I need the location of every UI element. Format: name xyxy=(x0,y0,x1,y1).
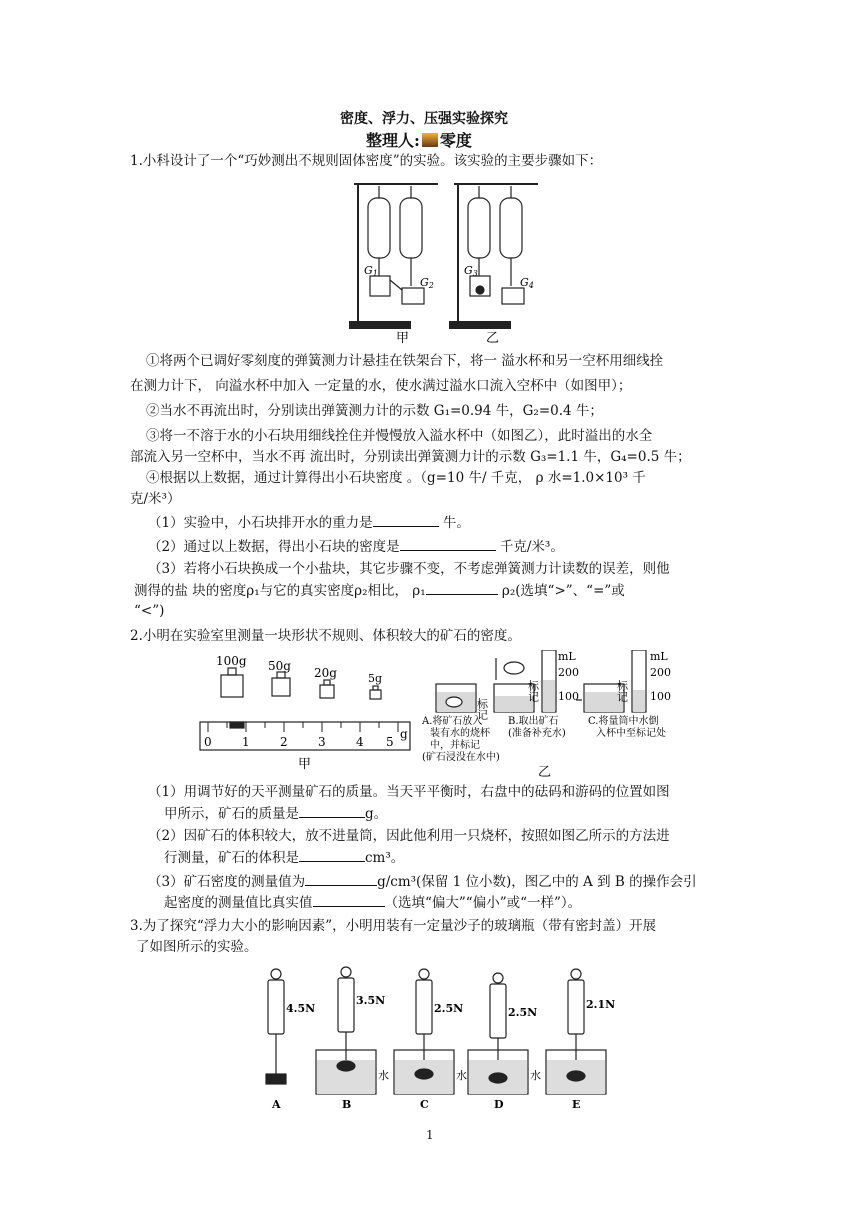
q2-sub3-b: 起密度的测量值比真实值 （选填“偏大”“偏小”或“一样”）。 xyxy=(164,892,581,913)
answer-blank[interactable] xyxy=(299,847,365,862)
weight-100g: 100g xyxy=(216,654,247,668)
stepB-line1: B.取出矿石 xyxy=(508,716,559,727)
answer-blank[interactable] xyxy=(426,580,498,595)
answer-blank[interactable] xyxy=(305,871,377,886)
weight-20g: 20g xyxy=(314,666,337,680)
fig-label-yi: 乙 xyxy=(538,765,552,780)
letter-d: D xyxy=(494,1098,504,1111)
q3-figure xyxy=(250,964,630,1112)
beakers xyxy=(436,650,646,712)
stepA-line1: A.将矿石放入 xyxy=(422,716,483,727)
fig-label-jia: 甲 xyxy=(396,331,410,346)
meters-right xyxy=(468,186,524,304)
page-title: 密度、浮力、压强实验探究 xyxy=(340,111,508,127)
q2-sub3-a: （3）矿石密度的测量值为 g/cm³(保留 1 位小数)，图乙中的 A 到 B 的操作会引 xyxy=(148,871,697,892)
water-label-b: 水 xyxy=(378,1069,389,1082)
q1-step3-a: ③将一不溶于水的小石块用细线拴住并慢慢放入溢水杯中（如图乙），此时溢出的水全 xyxy=(146,428,653,444)
q2-figure xyxy=(196,650,696,780)
weight-5g: 5g xyxy=(368,672,383,685)
author-prefix: 整理人: xyxy=(366,131,420,150)
author-line xyxy=(366,128,472,151)
q1-step2: ②当水不再流出时，分别读出弹簧测力计的示数 G₁=0.94 牛，G₂=0.4 牛； xyxy=(146,403,603,419)
q1-sub2: （2）通过以上数据，得出小石块的密度是 千克/米³。 xyxy=(148,536,564,557)
ruler-tick-0: 0 xyxy=(204,735,212,749)
stepA-line3: 中，并标记 xyxy=(430,740,480,751)
reading-a: 4.5N xyxy=(286,1002,316,1015)
cylinder-200-1: 200 xyxy=(558,666,579,679)
letter-e: E xyxy=(572,1098,581,1111)
cylinder-100-1: 100 xyxy=(558,690,579,703)
q1-step1-b: 在测力计下， 向溢水杯中加入 一定量的水，使水满过溢水口流入空杯中（如图甲）； xyxy=(130,378,632,394)
fig-label-yi: 乙 xyxy=(486,331,500,346)
stepC-line1: C.将量筒中水倒 xyxy=(588,716,659,727)
stepB-line2: (准备补充水) xyxy=(508,728,566,739)
q1-stem: 1.小科设计了一个“巧妙测出不规则固体密度”的实验。该实验的主要步骤如下： xyxy=(130,153,603,169)
ruler-tick-2: 2 xyxy=(280,735,288,749)
q1-sub3-a: （3）若将小石块换成一个小盐块，其它步骤不变，不考虑弹簧测力计读数的误差，则他 xyxy=(148,561,670,577)
weight-50g: 50g xyxy=(268,659,291,673)
label-g2: G2 xyxy=(420,276,434,290)
water-label-c: 水 xyxy=(456,1069,467,1082)
label-g3: G3 xyxy=(464,264,478,278)
ruler-unit: g xyxy=(400,727,408,741)
q3-stem-a: 3.为了探究“浮力大小的影响因素”，小明用装有一定量沙子的玻璃瓶（带有密封盖）开展 xyxy=(130,918,657,934)
author-name: 零度 xyxy=(439,131,472,150)
page-number: 1 xyxy=(426,1128,434,1142)
q1-step3-b: 部流入另一空杯中，当水不再 流出时，分别读出弹簧测力计的示数 G₃=1.1 牛，G₄=0.5 牛； xyxy=(130,449,691,465)
q2-stem: 2.小明在实验室里测量一块形状不规则、体积较大的矿石的密度。 xyxy=(130,628,521,644)
cylinder-unit-2: mL xyxy=(650,650,668,663)
weights-set xyxy=(221,668,381,699)
reading-e: 2.1N xyxy=(586,998,616,1011)
ruler-tick-3: 3 xyxy=(318,735,326,749)
stepA-line2: 装有水的烧杯 xyxy=(430,728,490,739)
ruler-tick-5: 5 xyxy=(386,735,394,749)
reading-d: 2.5N xyxy=(508,1006,538,1019)
q2-sub1-b: 甲所示，矿石的质量是 g。 xyxy=(164,803,387,824)
answer-blank[interactable] xyxy=(373,512,439,527)
q1-step4-b: 克/米³） xyxy=(130,491,181,507)
letter-b: B xyxy=(342,1098,352,1111)
q2-sub1-a: （1）用调节好的天平测量矿石的质量。当天平平衡时，右盘中的砝码和游码的位置如图 xyxy=(148,784,670,800)
q1-sub1: （1）实验中，小石块排开水的重力是 牛。 xyxy=(148,512,470,533)
letter-a: A xyxy=(272,1098,281,1111)
q1-figure xyxy=(340,176,540,346)
meters-left xyxy=(368,186,424,304)
label-g4: G4 xyxy=(520,276,534,290)
q2-sub2-a: （2）因矿石的体积较大，放不进量筒，因此他利用一只烧杯，按照如图乙所示的方法进 xyxy=(148,828,670,844)
q1-sub3-b: 测得的盐 块的密度ρ₁与它的真实密度ρ₂相比， ρ₁ ρ₂(选填“>”、“=”或 xyxy=(134,580,625,601)
answer-blank[interactable] xyxy=(313,892,385,907)
ruler-tick-1: 1 xyxy=(242,735,250,749)
cylinder-unit-1: mL xyxy=(558,650,576,663)
mark-label-3: 标记 xyxy=(615,680,629,702)
q3-stem-b: 了如图所示的实验。 xyxy=(136,939,258,955)
water-label-d: 水 xyxy=(530,1069,541,1082)
label-g1: G1 xyxy=(364,264,378,278)
stepC-line2: 入杯中至标记处 xyxy=(596,728,666,739)
mark-label-2: 标记 xyxy=(526,680,540,702)
stand-left xyxy=(350,184,438,328)
answer-blank[interactable] xyxy=(400,536,496,551)
q2-sub2-b: 行测量，矿石的体积是 cm³。 xyxy=(164,847,404,868)
cylinder-100-2: 100 xyxy=(650,690,671,703)
q1-step4-a: ④根据以上数据，通过计算得出小石块密度 。（g=10 牛/ 千克， ρ 水=1.0×10³ 千 xyxy=(146,470,646,486)
ruler-tick-4: 4 xyxy=(356,735,364,749)
reading-b: 3.5N xyxy=(356,994,386,1007)
mark-label-1: 标记 xyxy=(475,698,489,720)
cylinder-200-2: 200 xyxy=(650,666,671,679)
fig-label-jia: 甲 xyxy=(298,757,312,772)
author-avatar-icon xyxy=(422,133,438,147)
q1-sub3-c: “<”) xyxy=(134,603,165,619)
spring-scales xyxy=(266,967,606,1094)
q1-step1-a: ①将两个已调好零刻度的弹簧测力计悬挂在铁架台下，将一 溢水杯和另一空杯用细线拴 xyxy=(146,353,664,369)
reading-c: 2.5N xyxy=(434,1002,464,1015)
stepA-line4: (矿石浸没在水中) xyxy=(422,752,500,763)
letter-c: C xyxy=(420,1098,429,1111)
answer-blank[interactable] xyxy=(299,803,365,818)
stand-right xyxy=(450,184,538,328)
